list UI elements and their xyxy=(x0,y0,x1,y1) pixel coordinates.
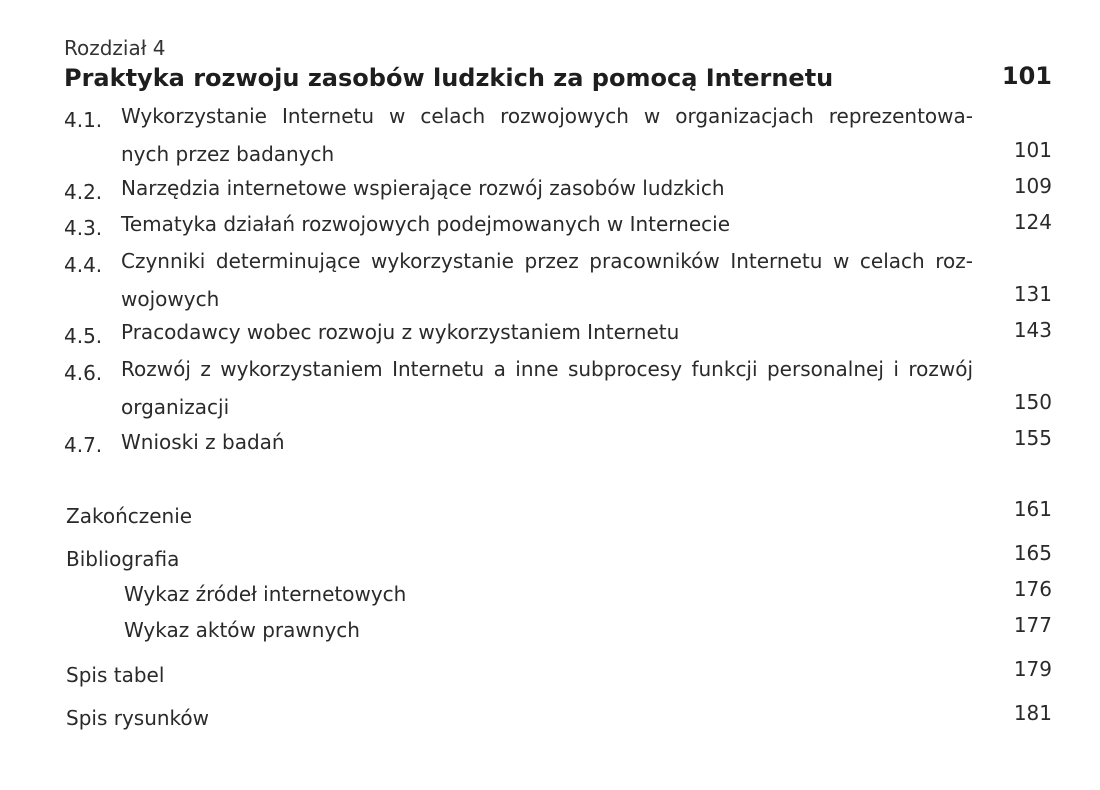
section-number: 4.5. xyxy=(64,324,103,348)
section-title-line-1: Rozwój z wykorzystaniem Internetu a inne subprocesy funkcji personalnej i rozwój xyxy=(121,357,973,381)
section-page-number: 131 xyxy=(1013,282,1052,306)
entry-title: Wykaz aktów prawnych xyxy=(124,618,360,642)
section-page-number: 101 xyxy=(1013,138,1052,162)
section-title-line-1: Wykorzystanie Internetu w celach rozwojowych w organizacjach reprezentowa- xyxy=(121,104,973,128)
section-title: Narzędzia internetowe wspierające rozwój zasobów ludzkich xyxy=(121,176,725,200)
section-title-line-2: organizacji xyxy=(121,395,230,419)
section-page-number: 150 xyxy=(1013,390,1052,414)
section-number: 4.3. xyxy=(64,216,103,240)
entry-page-number: 177 xyxy=(1013,613,1052,637)
entry-page-number: 165 xyxy=(1013,541,1052,565)
chapter-label: Rozdział 4 xyxy=(64,36,166,60)
entry-title: Spis tabel xyxy=(66,663,165,687)
section-page-number: 124 xyxy=(1013,210,1052,234)
entry-title: Zakończenie xyxy=(66,504,193,528)
section-page-number: 109 xyxy=(1013,174,1052,198)
entry-page-number: 181 xyxy=(1013,701,1052,725)
section-number: 4.7. xyxy=(64,433,103,457)
section-number: 4.4. xyxy=(64,253,103,277)
section-number: 4.2. xyxy=(64,180,103,204)
section-number: 4.1. xyxy=(64,108,103,132)
entry-title: Wykaz źródeł internetowych xyxy=(124,582,407,606)
section-title: Wnioski z badań xyxy=(121,430,285,454)
entry-title: Spis rysunków xyxy=(66,706,210,730)
section-title: Tematyka działań rozwojowych podejmowanych w Internecie xyxy=(121,212,730,236)
entry-title: Bibliografia xyxy=(66,547,180,571)
chapter-title: Praktyka rozwoju zasobów ludzkich za pomocą Internetu xyxy=(64,64,834,92)
section-page-number: 155 xyxy=(1013,426,1052,450)
entry-page-number: 161 xyxy=(1013,497,1052,521)
section-title-line-1: Czynniki determinujące wykorzystanie przez pracowników Internetu w celach roz- xyxy=(121,249,973,273)
section-number: 4.6. xyxy=(64,361,103,385)
entry-page-number: 179 xyxy=(1013,657,1052,681)
entry-page-number: 176 xyxy=(1013,577,1052,601)
section-title-line-2: wojowych xyxy=(121,287,220,311)
section-title: Pracodawcy wobec rozwoju z wykorzystaniem Internetu xyxy=(121,320,680,344)
chapter-page-number: 101 xyxy=(1001,62,1052,90)
section-page-number: 143 xyxy=(1013,318,1052,342)
section-title-line-2: nych przez badanych xyxy=(121,142,335,166)
